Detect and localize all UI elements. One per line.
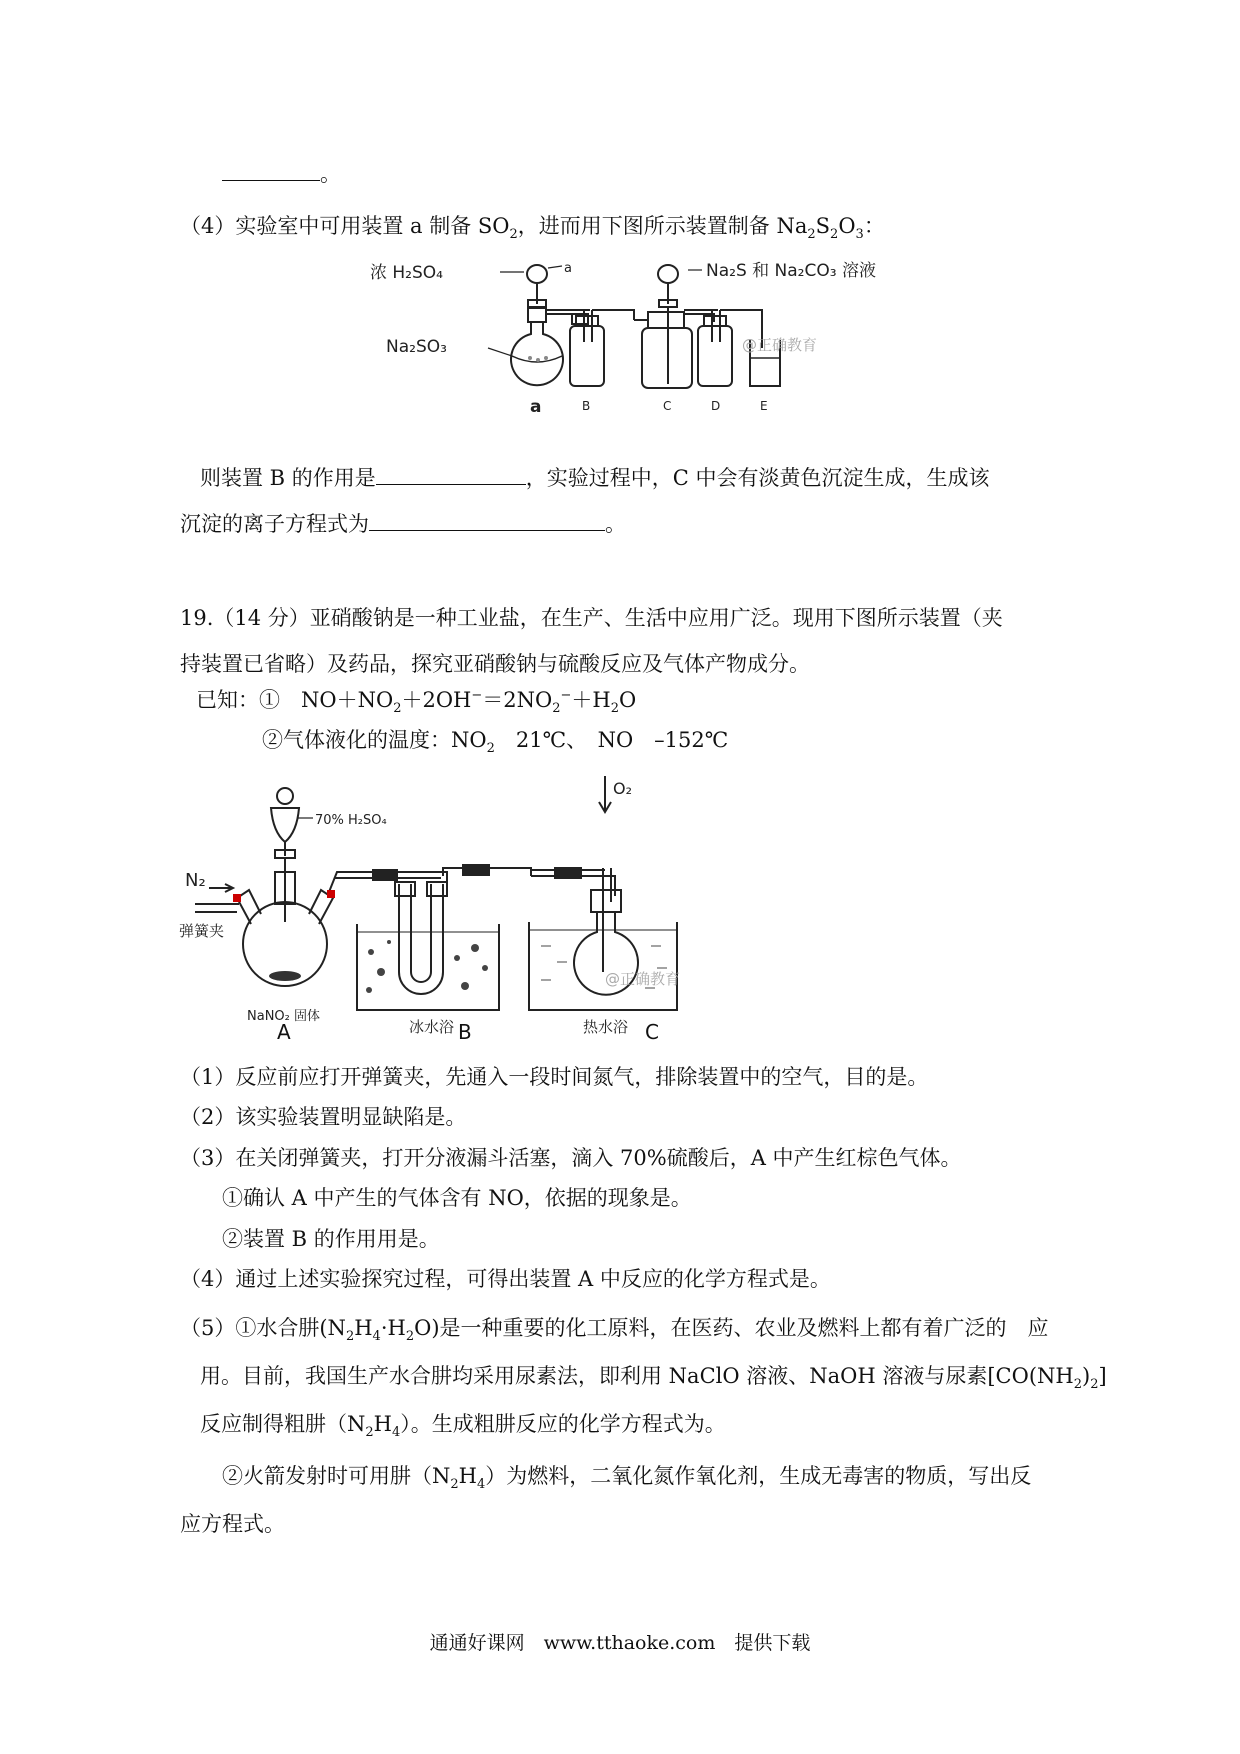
apparatus-figure-1 [370,252,876,462]
answer-blank [222,160,320,181]
letter-b-fig2: B [458,1020,472,1044]
letter-a-fig2: A [277,1020,291,1044]
label-o2: O₂ [613,779,633,798]
watermark-2: @正确教育 [605,970,681,988]
q19-part-1: （1）反应前应打开弹簧夹，先通入一段时间氮气，排除装置中的空气，目的是。 [180,1065,929,1089]
answer-blank [369,510,605,531]
apparatus-figure-2 [179,772,745,1042]
letter-e: E [760,399,768,413]
page-footer: 通通好课网 www.tthaoke.com 提供下载 [429,1632,811,1654]
q19-part-5b: 用。目前，我国生产水合肼均采用尿素法，即利用 NaClO 溶液、NaOH 溶液与尿素$[CO(NH_2)_2]$ [200,1364,1107,1393]
q19-stem-2: 持装置已省略）及药品，探究亚硝酸钠与硫酸反应及气体产物成分。 [180,652,810,676]
label-hot-bath: 热水浴 [583,1018,629,1036]
q18-4-intro: （4）实验室中可用装置 a 制备 $SO_2$，进而用下图所示装置制备 $Na_2S_2O_3$： [180,214,885,243]
label-spring-clip: 弹簧夹 [179,922,225,940]
letter-a: a [530,397,542,417]
label-na2so3: Na₂SO₃ [386,337,447,357]
q19-part-2: （2）该实验装置明显缺陷是。 [180,1105,467,1129]
q19-known-1: 已知：① $NO+NO_2+2OH^-=2NO_2^-+H_2O$ [196,688,637,717]
q19-part-5a: （5）①水合肼$(N_2H_4\cdot H_2O)$是一种重要的化工原料，在医药、农业及燃料上都有着广泛的 应 [180,1316,1049,1345]
q19-part-3a: ①确认 A 中产生的气体含有 NO，依据的现象是。 [222,1186,692,1210]
label-a-small: a [564,261,572,276]
q18-4-line1: 则装置 B 的作用是 ，实验过程中，C 中会有淡黄色沉淀生成，生成该 [200,466,990,490]
watermark-1: @正确教育 [742,336,818,354]
top-blank-line: 。 [222,160,341,185]
letter-c: C [663,399,672,413]
letter-b: B [582,399,591,413]
label-70-h2so4: 70% H₂SO₄ [315,813,387,828]
label-n2: N₂ [185,870,206,891]
letter-c-fig2: C [645,1020,659,1044]
label-ice-bath: 冰水浴 [409,1018,455,1036]
label-nano2-solid: NaNO₂ 固体 [247,1009,320,1024]
q19-stem-1: 19.（14 分）亚硝酸钠是一种工业盐，在生产、生活中应用广泛。现用下图所示装置（夹 [180,606,1003,630]
answer-blank [376,464,526,485]
q19-part-3: （3）在关闭弹簧夹，打开分液漏斗活塞，滴入 70%硫酸后，A 中产生红棕色气体。 [180,1146,962,1170]
label-na2s-na2co3: Na₂S 和 Na₂CO₃ 溶液 [706,261,876,281]
q19-known-2: ②气体液化的温度：$NO_2$ 21℃、 NO –152℃ [262,728,729,757]
q19-part-5e: 应方程式。 [180,1512,285,1536]
q19-part-4: （4）通过上述实验探究过程，可得出装置 A 中反应的化学方程式是。 [180,1267,831,1291]
q19-part-5c: 反应制得粗肼$(N_2H_4)$。生成粗肼反应的化学方程式为。 [200,1412,726,1441]
label-conc-h2so4: 浓 H₂SO₄ [370,263,443,283]
q19-part-5d: ②火箭发射时可用肼$(N_2H_4)$为燃料，二氧化氮作氧化剂，生成无毒害的物质，写出反 [222,1464,1032,1493]
q19-part-3b: ②装置 B 的作用用是。 [222,1227,440,1251]
q18-4-line2: 沉淀的离子方程式为 。 [180,512,626,536]
letter-d: D [711,399,721,413]
